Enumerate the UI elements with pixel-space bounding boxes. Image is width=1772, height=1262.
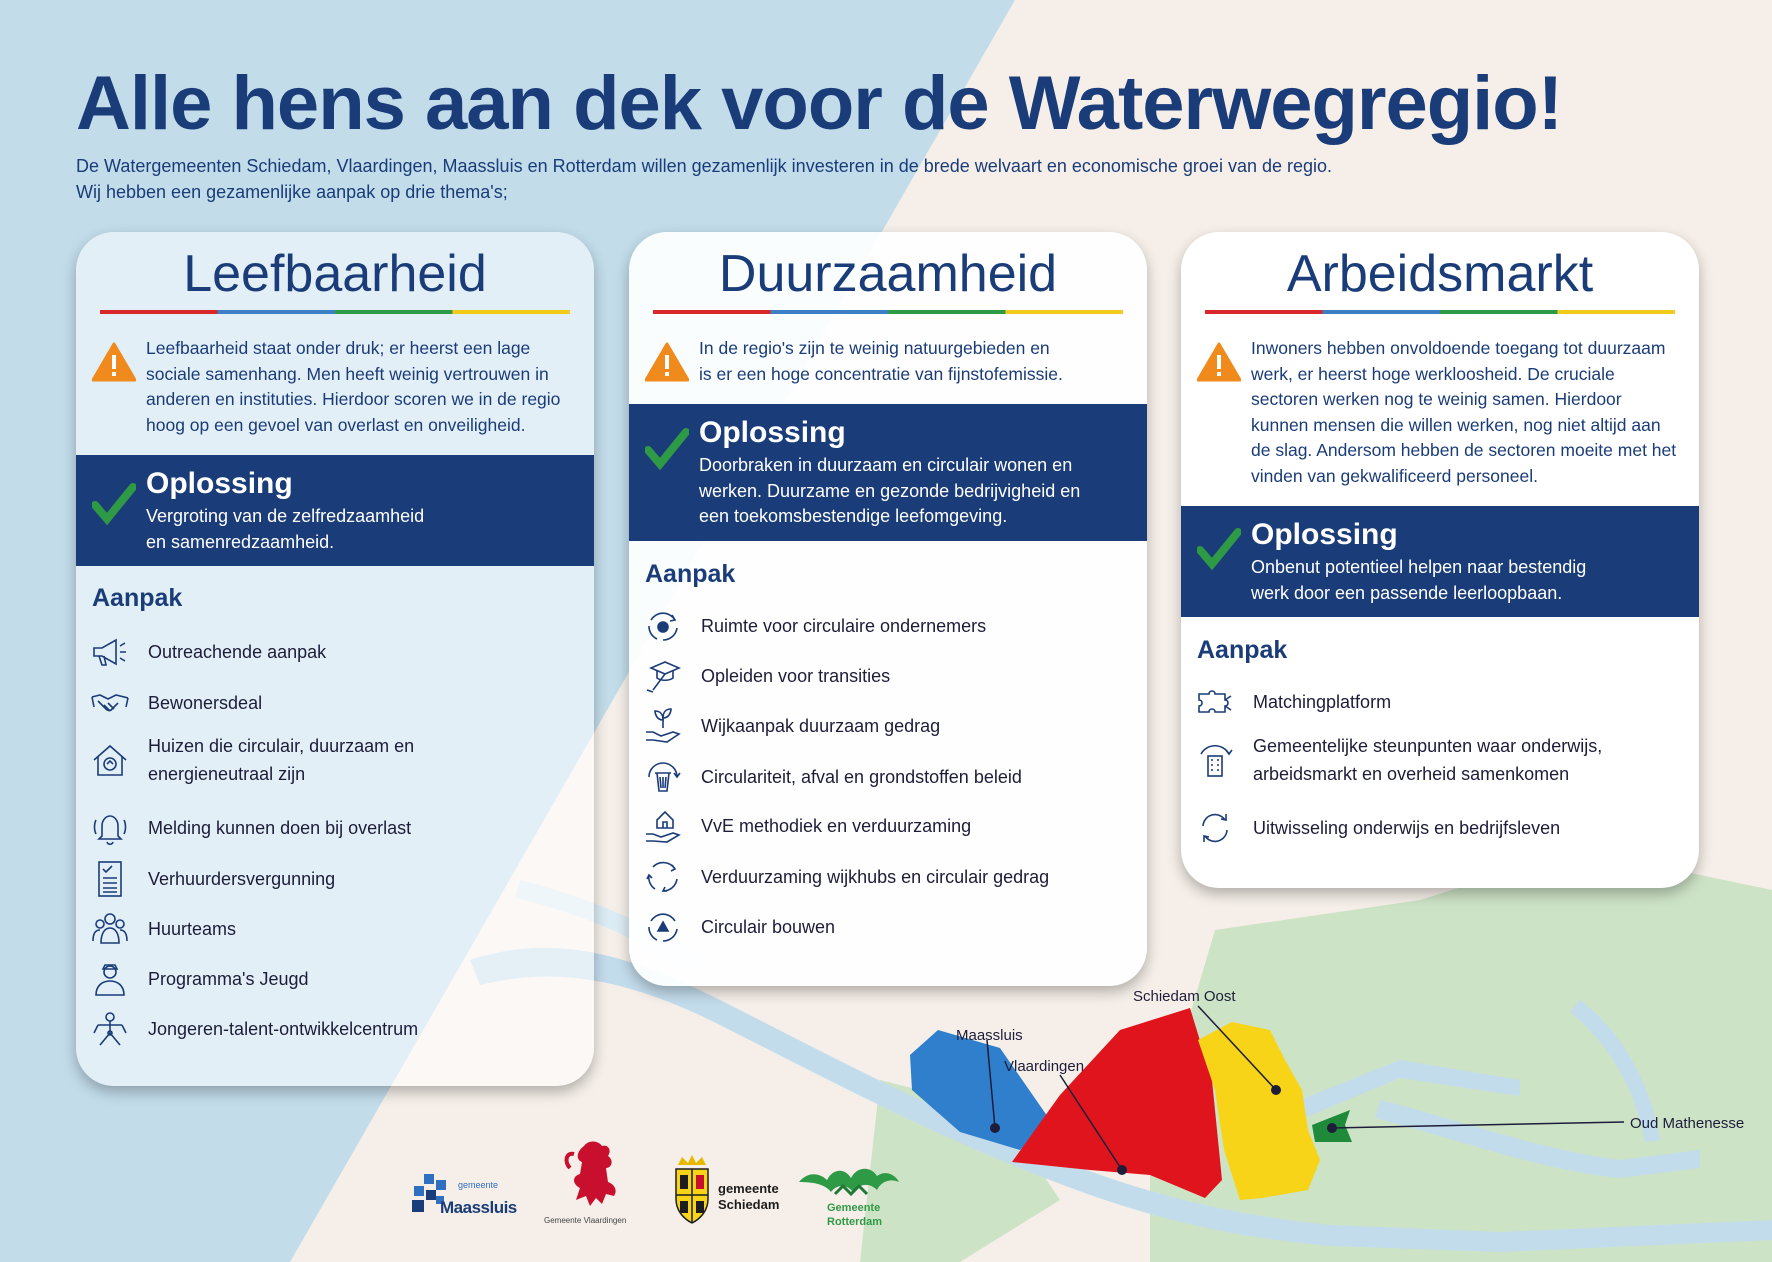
warning-icon xyxy=(645,342,689,382)
logo-text: gemeente xyxy=(718,1181,779,1196)
problem-line: sociale samenhang. Men heeft weinig vertrouwen in xyxy=(146,363,549,384)
aanpak-item xyxy=(643,806,1131,846)
card-duurzaamheid xyxy=(629,232,1147,986)
problem-line: kunnen mensen die willen werken, nog niet altijd aan xyxy=(1251,414,1661,435)
aanpak-item xyxy=(643,656,1131,696)
problem-line: Inwoners hebben onvoldoende toegang tot duurzaam xyxy=(1251,338,1666,358)
problem-block xyxy=(645,336,1127,387)
bin-cycle-icon xyxy=(643,757,683,797)
aanpak-item xyxy=(1195,808,1683,848)
schiedam-crest-icon xyxy=(672,1155,712,1225)
solution-block xyxy=(76,455,594,566)
logo-text: Schiedam xyxy=(718,1197,780,1212)
color-divider xyxy=(100,310,570,314)
aanpak-heading: Aanpak xyxy=(1197,636,1288,664)
logo-vlaardingen xyxy=(544,1138,644,1228)
problem-line: werk, er heerst hoge werkloosheid. De cruciale xyxy=(1251,363,1615,384)
map-label-schiedam-oost: Schiedam Oost xyxy=(1133,988,1236,1005)
aanpak-item xyxy=(643,706,1131,746)
map-label-oud-mathenesse: Oud Mathenesse xyxy=(1630,1115,1745,1132)
aanpak-item-line: energieneutraal zijn xyxy=(148,764,306,784)
problem-line: Leefbaarheid staat onder druk; er heerst een lage xyxy=(146,338,531,358)
solution-line: een toekomsbestendige leefomgeving. xyxy=(699,506,1008,526)
aanpak-item-label: Matchingplatform xyxy=(1253,692,1392,712)
rotterdam-emblem-icon xyxy=(795,1160,905,1200)
aanpak-item xyxy=(643,857,1131,897)
aanpak-item-label xyxy=(1253,732,1602,788)
aanpak-item xyxy=(90,632,578,672)
solution-block xyxy=(1181,506,1699,617)
aanpak-item xyxy=(1195,732,1683,788)
check-icon xyxy=(92,481,136,525)
solution-line: Doorbraken in duurzaam en circulair wonen en xyxy=(699,455,1073,475)
aanpak-item xyxy=(90,959,578,999)
aanpak-item xyxy=(90,808,578,848)
aanpak-item xyxy=(90,732,578,788)
solution-line: werk door een passende leerloopbaan. xyxy=(1251,582,1563,603)
network-icon xyxy=(90,1009,130,1049)
plant-hand-icon xyxy=(643,706,683,746)
aanpak-item xyxy=(643,606,1131,646)
circular-icon xyxy=(643,606,683,646)
aanpak-heading: Aanpak xyxy=(92,584,183,612)
education-icon xyxy=(643,656,683,696)
aanpak-item-label: Outreachende aanpak xyxy=(148,642,327,662)
logo-text: gemeente xyxy=(458,1180,499,1190)
logo-rotterdam xyxy=(795,1160,905,1230)
aanpak-item-label: Programma's Jeugd xyxy=(148,969,309,989)
check-icon xyxy=(645,426,689,470)
problem-line: anderen en instituties. Hierdoor scoren we in de regio xyxy=(146,389,561,409)
intro-text xyxy=(76,153,1332,205)
intro-line: De Watergemeenten Schiedam, Vlaardingen, Maassluis en Rotterdam willen gezamenlijk investeren in de brede welvaart en economische groei van de regio. xyxy=(76,156,1333,176)
puzzle-icon xyxy=(1195,682,1235,722)
aanpak-item xyxy=(1195,682,1683,722)
group-icon xyxy=(90,909,130,949)
aanpak-item xyxy=(90,859,578,899)
aanpak-item-line: Huizen die circulair, duurzaam en xyxy=(148,736,415,756)
card-title: Leefbaarheid xyxy=(183,245,487,303)
card-title: Duurzaamheid xyxy=(718,245,1058,303)
aanpak-item-label: Uitwisseling onderwijs en bedrijfsleven xyxy=(1253,818,1561,838)
aanpak-item-label: Circulair bouwen xyxy=(701,917,836,937)
house-hand-icon xyxy=(643,806,683,846)
logo-schiedam xyxy=(672,1155,792,1225)
aanpak-item-line: Gemeentelijke steunpunten waar onderwijs, xyxy=(1253,736,1603,756)
megaphone-icon xyxy=(90,632,130,672)
page-title: Alle hens aan dek voor de Waterwegregio! xyxy=(76,61,1563,146)
problem-block xyxy=(1197,336,1679,489)
aanpak-item-label: Melding kunnen doen bij overlast xyxy=(148,818,412,838)
aanpak-item-label: Jongeren-talent-ontwikkelcentrum xyxy=(148,1019,419,1039)
exchange-icon xyxy=(1195,808,1235,848)
color-divider xyxy=(1205,310,1675,314)
aanpak-item-label: Verhuurdersvergunning xyxy=(148,869,336,889)
aanpak-item xyxy=(90,683,578,723)
problem-line: de slag. Andersom hebben de sectoren moeite met het xyxy=(1251,440,1677,460)
logo-maassluis xyxy=(410,1168,520,1228)
solution-title: Oplossing xyxy=(699,416,846,449)
house-icon xyxy=(90,740,130,780)
aanpak-item-label: Ruimte voor circulaire ondernemers xyxy=(701,616,987,636)
map-label-vlaardingen: Vlaardingen xyxy=(1004,1058,1085,1075)
card-title: Arbeidsmarkt xyxy=(1286,245,1594,303)
aanpak-item-label: Bewonersdeal xyxy=(148,693,263,713)
problem-line: is er een hoge concentratie van fijnstofemissie. xyxy=(699,363,1063,384)
card-arbeidsmarkt xyxy=(1181,232,1699,888)
aanpak-item xyxy=(643,757,1131,797)
logo-text: Gemeente Vlaardingen xyxy=(544,1216,627,1225)
aanpak-item-label: Opleiden voor transities xyxy=(701,666,891,686)
aanpak-item-line: arbeidsmarkt en overheid samenkomen xyxy=(1253,764,1570,784)
aanpak-item-label: Verduurzaming wijkhubs en circulair gedrag xyxy=(701,867,1050,887)
aanpak-item-label: Huurteams xyxy=(148,919,237,939)
recycle-icon xyxy=(643,857,683,897)
bell-icon xyxy=(90,808,130,848)
aanpak-item-label: Circulariteit, afval en grondstoffen beleid xyxy=(701,767,1022,787)
youth-icon xyxy=(90,959,130,999)
handshake-icon xyxy=(90,683,130,723)
color-divider xyxy=(653,310,1123,314)
solution-line: werken. Duurzame en gezonde bedrijvigheid en xyxy=(699,480,1081,501)
aanpak-item xyxy=(90,1009,578,1049)
warning-icon xyxy=(92,342,136,382)
aanpak-item-label xyxy=(148,732,414,788)
logo-text: Rotterdam xyxy=(827,1216,883,1228)
intro-line: Wij hebben een gezamenlijke aanpak op drie thema's; xyxy=(76,182,508,202)
logo-text: Gemeente xyxy=(827,1202,881,1214)
lion-emblem-icon xyxy=(562,1138,626,1212)
problem-line: In de regio's zijn te weinig natuurgebieden en xyxy=(699,338,1050,358)
logo-text: Maassluis xyxy=(440,1198,517,1217)
problem-line: sectoren werken nog te weinig samen. Hierdoor xyxy=(1251,389,1622,409)
map-label-maassluis: Maassluis xyxy=(956,1027,1023,1044)
card-leefbaarheid xyxy=(76,232,594,1086)
warning-icon xyxy=(1197,342,1241,382)
problem-line: hoog op een gevoel van overlast en onveiligheid. xyxy=(146,414,526,435)
solution-line: Vergroting van de zelfredzaamheid xyxy=(146,506,425,526)
aanpak-item xyxy=(90,909,578,949)
solution-block xyxy=(629,404,1147,541)
aanpak-item xyxy=(643,907,1131,947)
document-icon xyxy=(90,859,130,899)
problem-line: vinden van gekwalificeerd personeel. xyxy=(1251,465,1538,486)
problem-block xyxy=(92,336,574,438)
solution-line: en samenredzaamheid. xyxy=(146,531,335,552)
check-icon xyxy=(1197,526,1241,570)
aanpak-heading: Aanpak xyxy=(645,560,736,588)
solution-title: Oplossing xyxy=(1251,518,1398,551)
solution-title: Oplossing xyxy=(146,467,293,500)
solution-line: Onbenut potentieel helpen naar bestendig xyxy=(1251,557,1587,577)
aanpak-item-label: Wijkaanpak duurzaam gedrag xyxy=(701,716,941,736)
building-icon xyxy=(1195,740,1235,780)
aanpak-item-label: VvE methodiek en verduurzaming xyxy=(701,816,972,836)
circular-build-icon xyxy=(643,907,683,947)
